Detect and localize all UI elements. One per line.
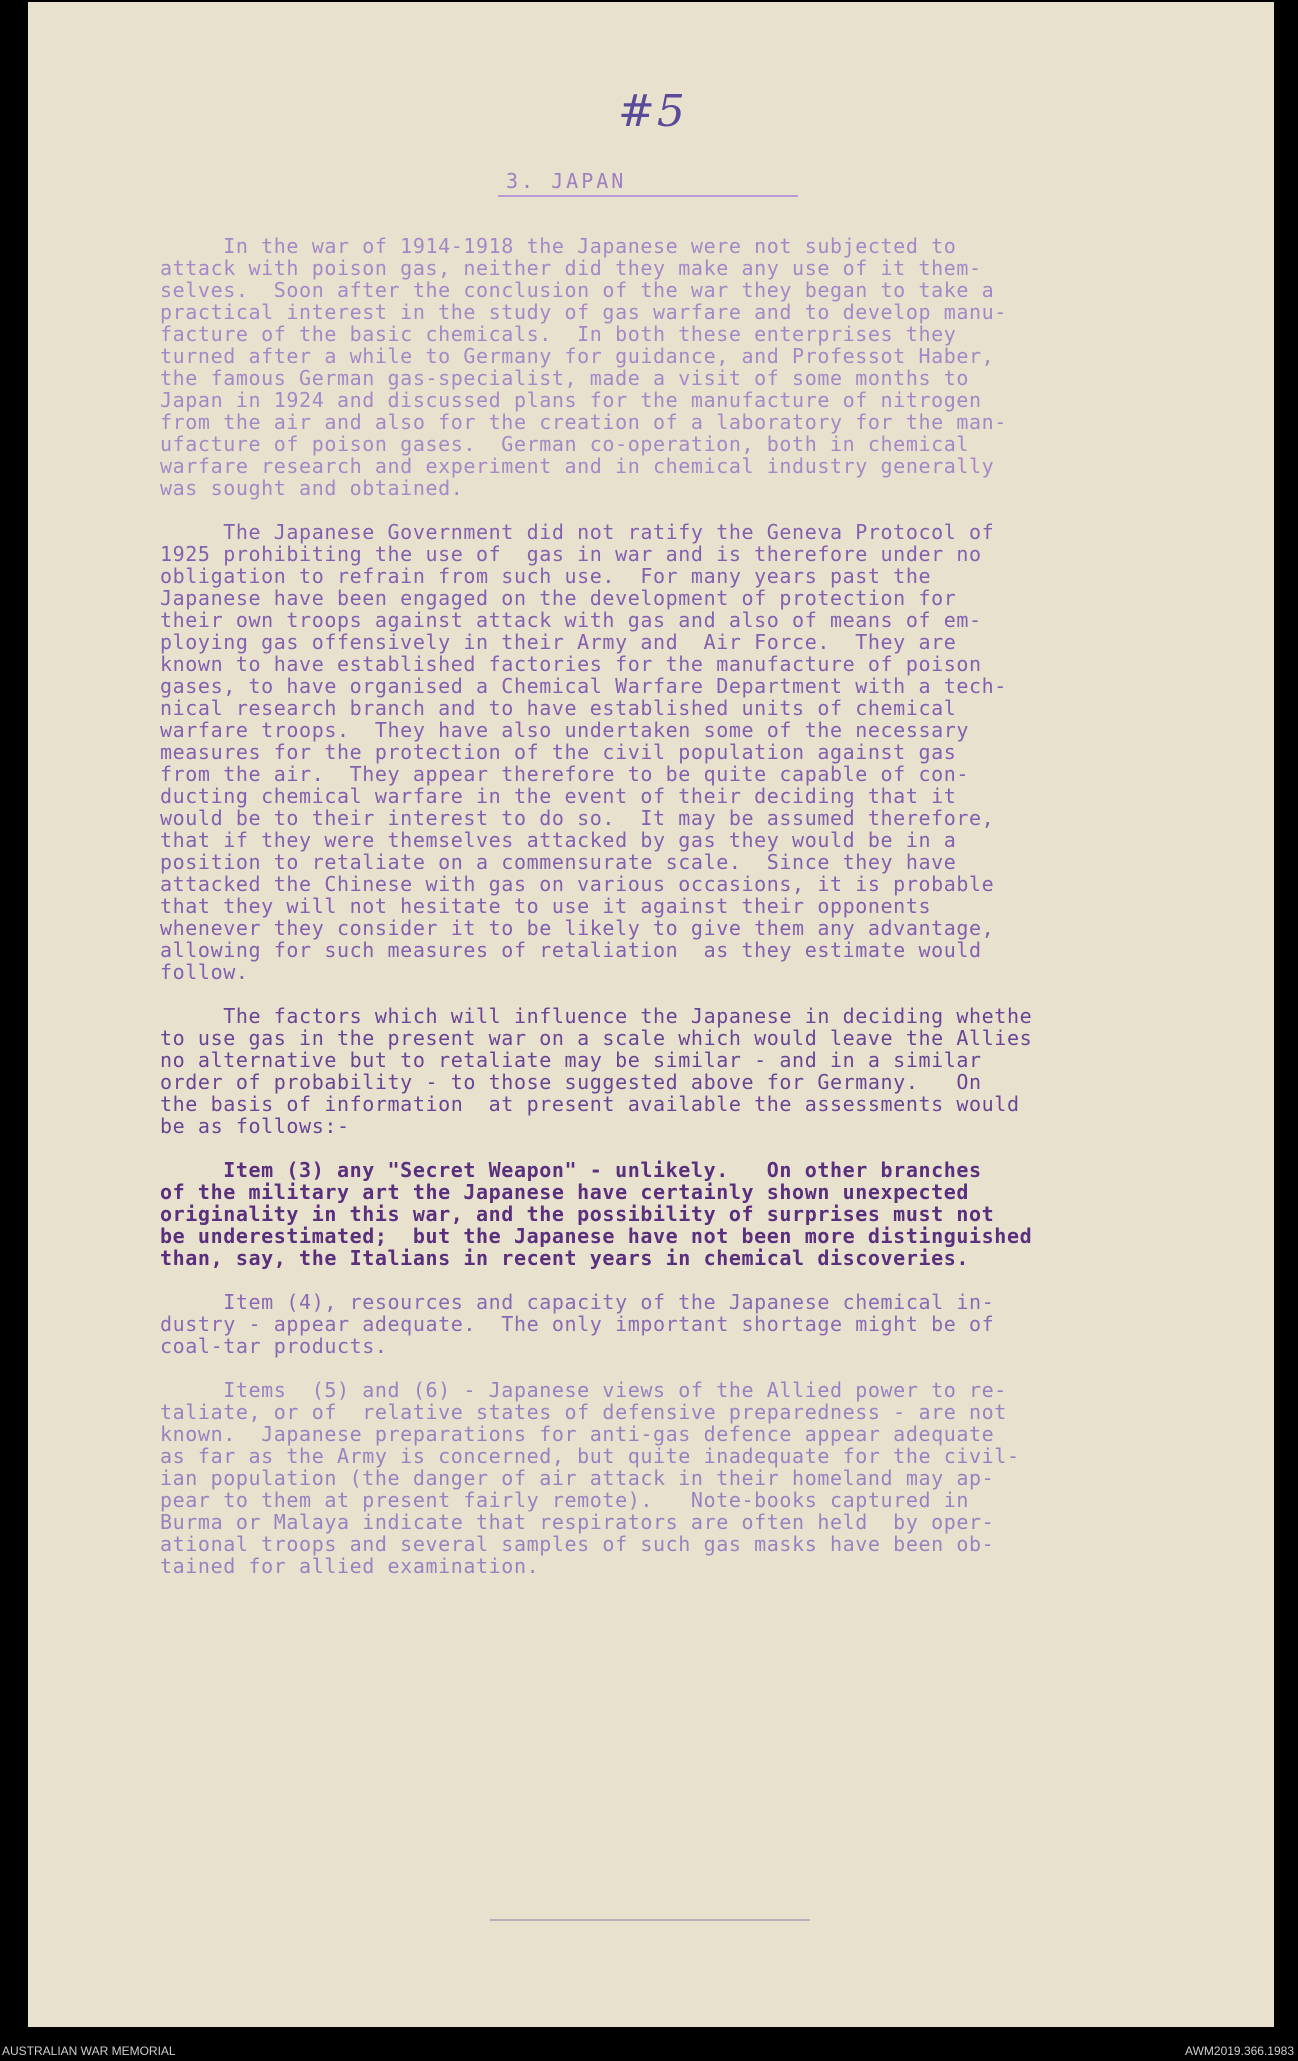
heading-underline — [498, 195, 798, 197]
paragraph-factors: The factors which will influence the Japanese in deciding whethe to use gas in the present war on a scale which would leave the Allies no alternative but to retaliate may be similar - and in a similar order of probability - to those suggested above for Germany. On the basis of information at present available the assessments would be as follows:- — [160, 1004, 1033, 1138]
document-body — [160, 235, 1180, 1599]
archive-reference: AWM2019.366.1983 — [1185, 2044, 1294, 2058]
handwritten-page-number: #5 — [618, 86, 687, 137]
archive-name: AUSTRALIAN WAR MEMORIAL — [2, 2044, 176, 2058]
document-page — [28, 2, 1274, 2027]
paragraph-item-3: Item (3) any "Secret Weapon" - unlikely. On other branches of the military art the Japanese have certainly shown unexpected originality in this war, and the possibility of surprises must not be underestimated; but the Japanese have not been more distinguished than, say, the Italians in recent years in chemical discoveries. — [160, 1158, 1033, 1270]
paragraph-item-4: Item (4), resources and capacity of the Japanese chemical in- dustry - appear adequate. The only important shortage might be of coal-tar products. — [160, 1290, 995, 1358]
footer-divider — [490, 1919, 810, 1921]
paragraph-history: In the war of 1914-1918 the Japanese were not subjected to attack with poison gas, neither did they make any use of it them- selves. Soon after the conclusion of the war they began to take a practical interest in the study of gas warfare and to develop manu- facture of the basic chemicals. In both these enterprises they turned after a while to Germany for guidance, and Professot Haber, the famous German gas-specialist, made a visit of some months to Japan in 1924 and discussed plans for the manufacture of nitrogen from the air and also for the creation of a laboratory for the man- ufacture of poison gases. German co-operation, both in chemical warfare research and experiment and in chemical industry generally was sought and obtained. — [160, 234, 1007, 500]
paragraph-items-5-6: Items (5) and (6) - Japanese views of the Allied power to re- taliate, or of relative states of defensive preparedness - are not known. Japanese preparations for anti-gas defence appear adequate as far as the Army is concerned, but quite inadequate for the civil- ian population (the danger of air attack in their homeland may ap- pear to them at present fairly remote). Note-books captured in Burma or Malaya indicate that respirators are often held by oper- ational troops and several samples of such gas masks have been ob- tained for allied examination. — [160, 1378, 1020, 1578]
archive-credit-bar — [0, 2040, 1298, 2061]
paragraph-geneva-protocol: The Japanese Government did not ratify the Geneva Protocol of 1925 prohibiting the use of gas in war and is therefore under no obligation to refrain from such use. For many years past the Japanese have been engaged on the development of protection for their own troops against attack with gas and also of means of em- ploying gas offensively in their Army and Air Force. They are known to have established factories for the manufacture of poison gases, to have organised a Chemical Warfare Department with a tech- nical research branch and to have established units of chemical warfare troops. They have also undertaken some of the necessary measures for the protection of the civil population against gas from the air. They appear therefore to be quite capable of con- ducting chemical warfare in the event of their deciding that it would be to their interest to do so. It may be assumed therefore, that if they were themselves attacked by gas they would be in a position to retaliate on a commensurate scale. Since they have attacked the Chinese with gas on various occasions, it is probable that they will not hesitate to use it against their opponents whenever they consider it to be likely to give them any advantage, allowing for such measures of retaliation as they estimate would follow. — [160, 520, 1007, 984]
section-heading: 3. JAPAN — [506, 169, 627, 193]
